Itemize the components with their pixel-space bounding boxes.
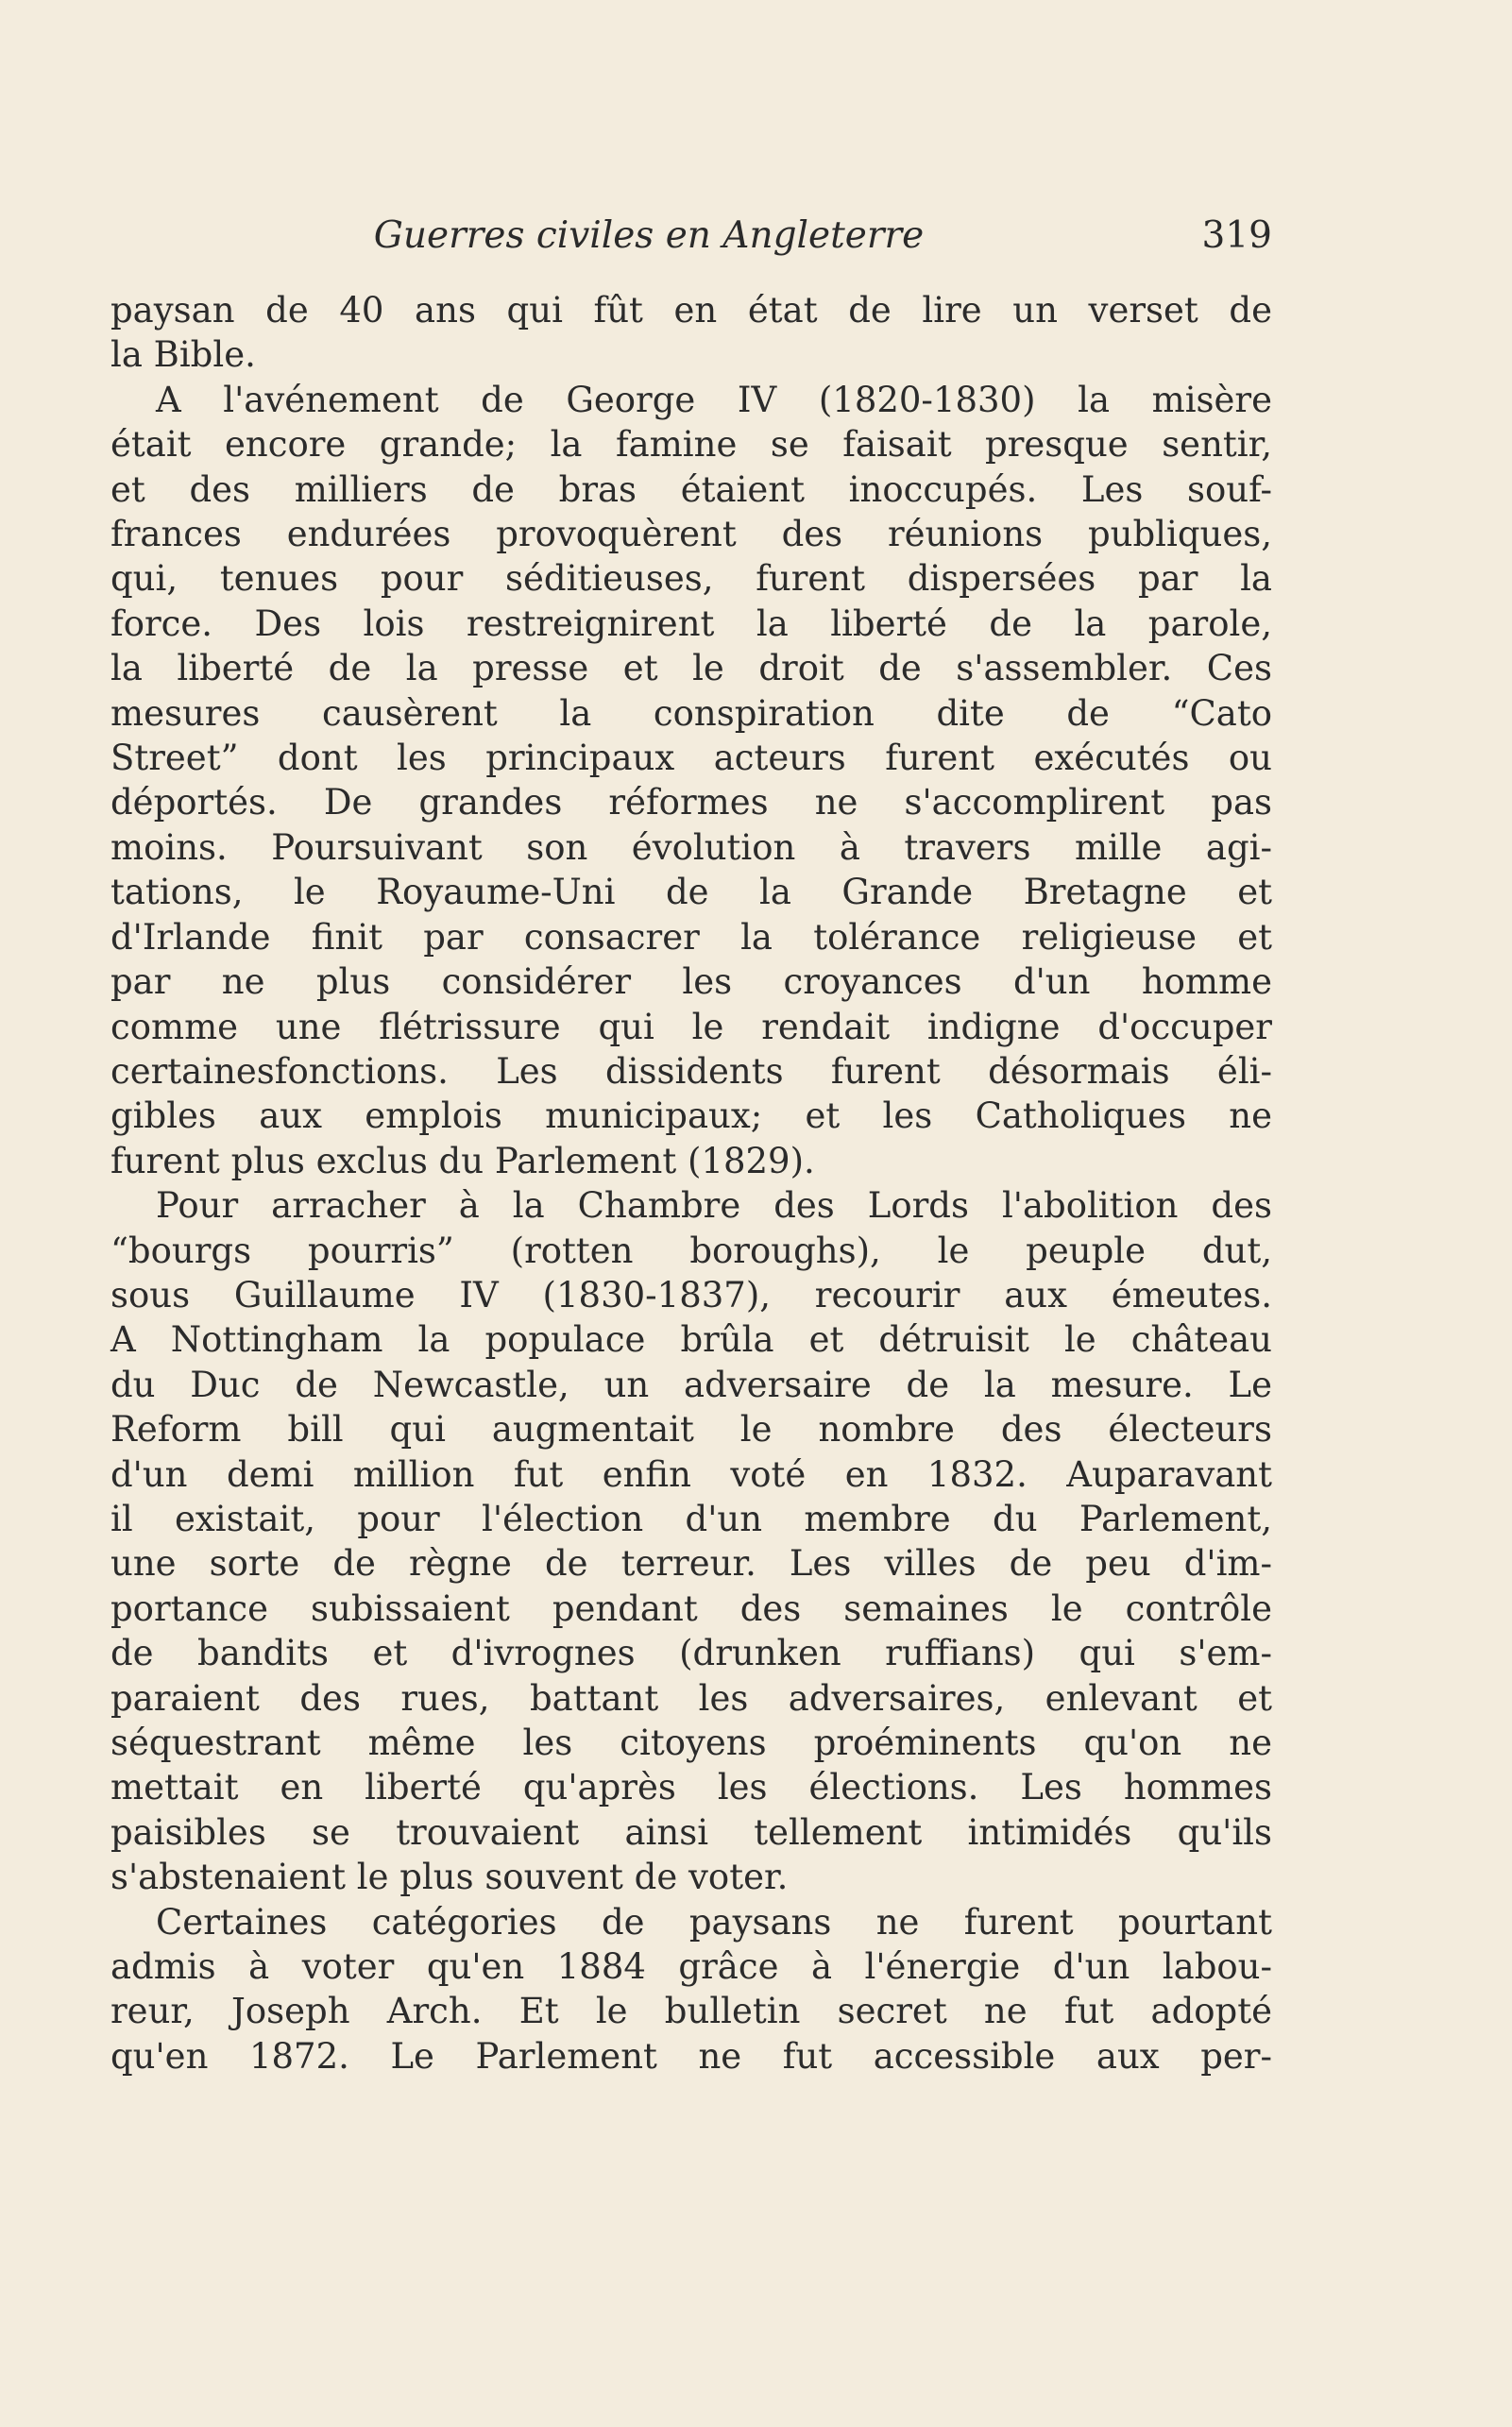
text-line: d'Irlande finit par consacrer la tolérance religieuse et	[110, 916, 1272, 958]
text-line: A Nottingham la populace brûla et détruisit le château	[110, 1319, 1272, 1361]
text-line: Certaines catégories de paysans ne furent pourtant	[156, 1901, 1272, 1943]
text-line: gibles aux emplois municipaux; et les Catholiques ne	[110, 1095, 1272, 1137]
text-line: du Duc de Newcastle, un adversaire de la mesure. Le	[110, 1364, 1272, 1405]
text-line: séquestrant même les citoyens proéminents qu'on ne	[110, 1723, 1272, 1763]
text-line: certainesfonctions. Les dissidents furent désormais éli-	[110, 1050, 1272, 1092]
text-line: A l'avénement de George IV (1820-1830) la misère	[156, 379, 1272, 420]
text-line: force. Des lois restreignirent la liberté de la parole,	[110, 603, 1272, 644]
text-line: était encore grande; la famine se faisait presque sentir,	[110, 424, 1272, 466]
text-line: paysan de 40 ans qui fût en état de lire un verset de	[110, 290, 1272, 331]
text-line: mettait en liberté qu'après les élections. Les hommes	[110, 1767, 1272, 1808]
text-line: par ne plus considérer les croyances d'un homme	[110, 961, 1272, 1003]
text-line: mesures causèrent la conspiration dite de “Cato	[110, 692, 1272, 734]
text-line: sous Guillaume IV (1830-1837), recourir aux émeutes.	[110, 1274, 1272, 1315]
text-line: paraient des rues, battant les adversaires, enlevant et	[110, 1677, 1272, 1719]
text-line: et des milliers de bras étaient inoccupés. Les souf-	[110, 468, 1272, 510]
text-line: paisibles se trouvaient ainsi tellement intimidés qu'ils	[110, 1811, 1272, 1853]
text-line: il existait, pour l'élection d'un membre du Parlement,	[110, 1498, 1272, 1539]
text-line: d'un demi million fut enfin voté en 1832. Auparavant	[110, 1453, 1272, 1495]
text-line: une sorte de règne de terreur. Les villes de peu d'im-	[110, 1543, 1272, 1585]
text-line: portance subissaient pendant des semaines le contrôle	[110, 1587, 1272, 1629]
page-number: 319	[1201, 214, 1272, 257]
text-line: reur, Joseph Arch. Et le bulletin secret ne fut adopté	[110, 1991, 1272, 2032]
text-line: Reform bill qui augmentait le nombre des électeurs	[110, 1409, 1272, 1451]
text-line: frances endurées provoquèrent des réunions publiques,	[110, 514, 1272, 555]
text-line: “bourgs pourris” (rotten boroughs), le peuple dut,	[110, 1230, 1272, 1271]
text-line: de bandits et d'ivrognes (drunken ruffians) qui s'em-	[110, 1633, 1272, 1674]
text-line: déportés. De grandes réformes ne s'accomplirent pas	[110, 782, 1272, 823]
text-line: tations, le Royaume-Uni de la Grande Bretagne et	[110, 872, 1272, 913]
body-text	[110, 288, 1272, 2079]
text-line: admis à voter qu'en 1884 grâce à l'énergie d'un labou-	[110, 1946, 1272, 1988]
text-line: furent plus exclus du Parlement (1829).	[110, 1140, 815, 1181]
text-line: s'abstenaient le plus souvent de voter.	[110, 1857, 789, 1898]
text-line: Pour arracher à la Chambre des Lords l'abolition des	[156, 1185, 1272, 1227]
text-line: Street” dont les principaux acteurs furent exécutés ou	[110, 738, 1272, 779]
text-line: comme une flétrissure qui le rendait indigne d'occuper	[110, 1006, 1272, 1047]
running-title: Guerres civiles en Angleterre	[373, 214, 925, 257]
text-line: la Bible.	[110, 334, 256, 376]
running-head	[110, 210, 1272, 263]
text-line: la liberté de la presse et le droit de s'assembler. Ces	[110, 648, 1272, 689]
text-line: moins. Poursuivant son évolution à travers mille agi-	[110, 826, 1272, 868]
text-line: qu'en 1872. Le Parlement ne fut accessible aux per-	[110, 2035, 1272, 2077]
text-line: qui, tenues pour séditieuses, furent dispersées par la	[110, 558, 1272, 600]
